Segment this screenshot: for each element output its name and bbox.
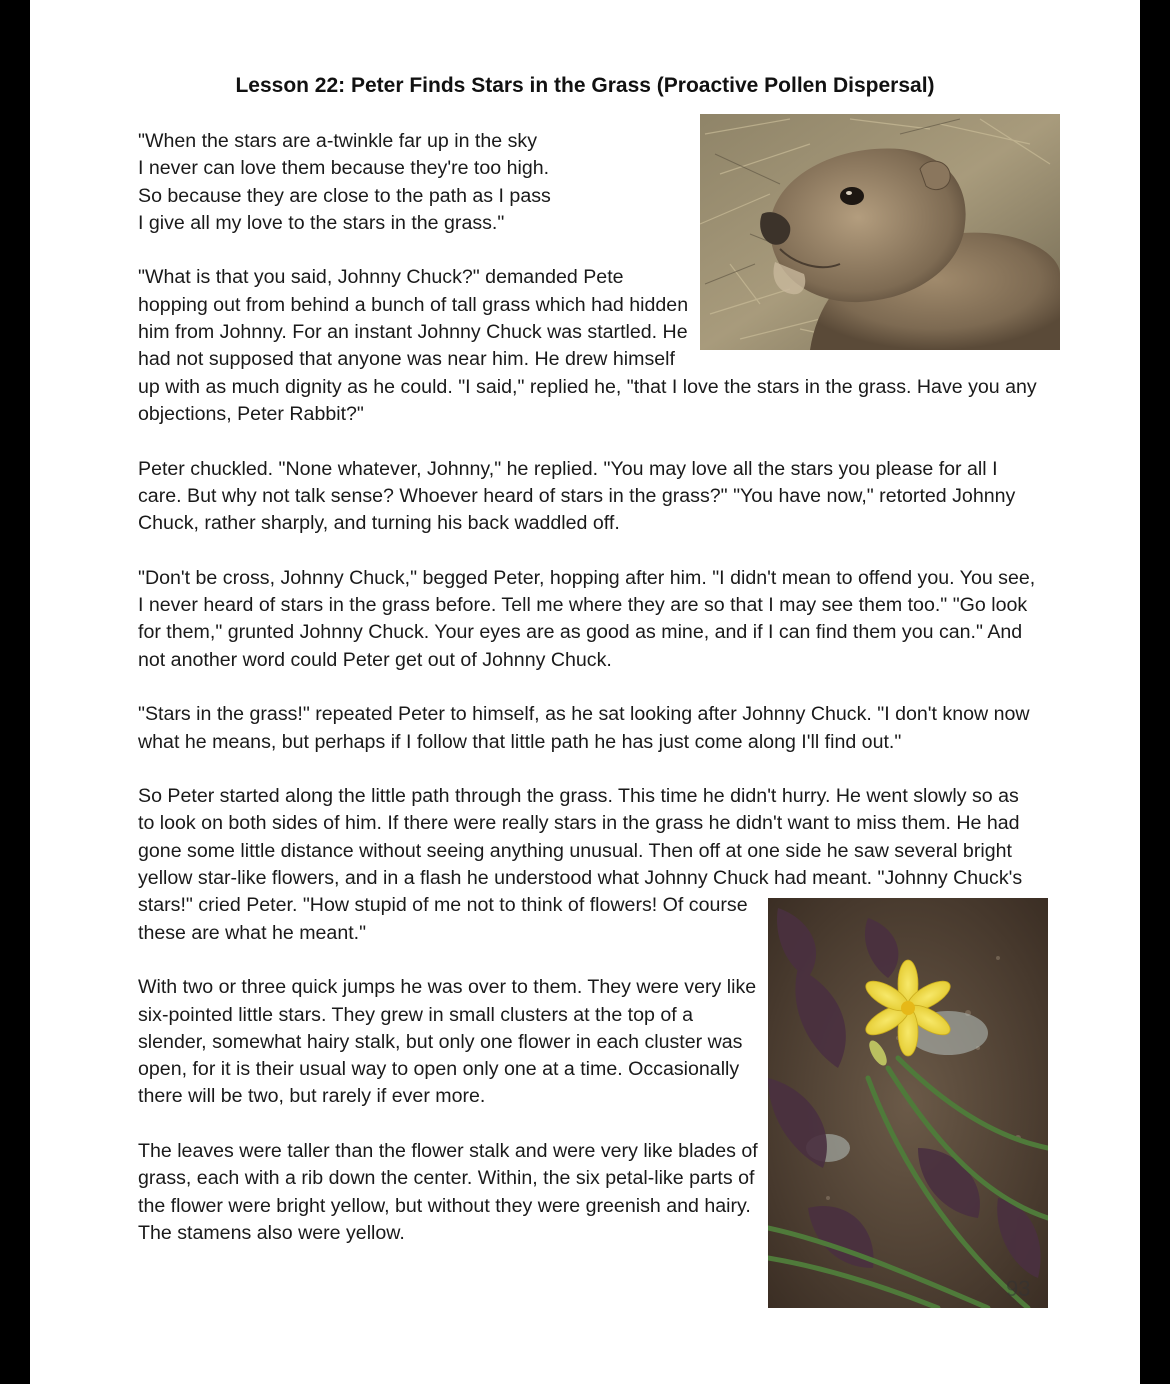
paragraph-4: "Stars in the grass!" repeated Peter to himself, as he sat looking after Johnny Chuck. "I don't know now what he means, but perhaps if I follow that little path he has just come along I'll find out.": [138, 703, 1030, 753]
paragraph-1: "What is that you said, Johnny Chuck?" demanded Pete hopping out from behind a bunch of tall grass which had hidden him from Johnny. For an instant Johnny Chuck was startled. He had not supposed that anyone was near him. He drew himself up with as much dignity as he could. "I said," replied he, "that I love the stars in the grass. Have you any objections, Peter Rabbit?": [138, 266, 1037, 425]
paragraph-5-text: So Peter started along the little path through the grass. This time he didn't hurry. He went slowly so as to look on both sides of him. If there were really stars in the grass he didn't want to miss them. He had gone some little distance without seeing anything unusual. Then off at one side he saw several bright yellow star-like flowers, and in a flash he understood what Johnny Chuck had meant. "Johnny Chuck's stars!" cried Peter. "How stupid of me not to think of flowers! Of course these are what he meant.": [138, 785, 1023, 944]
paragraph-3: "Don't be cross, Johnny Chuck," begged Peter, hopping after him. "I didn't mean to offend you. You see, I never heard of stars in the grass before. Tell me where they are so that I may see them too." "Go look for them," grunted Johnny Chuck. Your eyes are as good as mine, and if I can find them you can." And not another word could Peter get out of Johnny Chuck.: [138, 566, 1036, 671]
poem: "When the stars are a-twinkle far up in the sky I never can love them because they're too high. So because they are close to the path as I pass I give all my love to the stars in the grass.": [138, 130, 551, 234]
document-page: [30, 0, 1140, 1384]
paragraph-7: The leaves were taller than the flower stalk and were very like blades of grass, each with a rib down the center. Within, the six petal-like parts of the flower were bright yellow, but without they were greenish and hairy. The stamens also were yellow.: [138, 1139, 758, 1244]
yellow-star-flower-photo: [768, 898, 1048, 1308]
lesson-title: Lesson 22: Peter Finds Stars in the Grass (Proactive Pollen Dispersal): [235, 74, 935, 97]
groundhog-photo: [700, 114, 1060, 350]
page-number: 93: [1006, 1276, 1031, 1301]
paragraph-6: With two or three quick jumps he was over to them. They were very like six-pointed little stars. They grew in small clusters at the top of a slender, somewhat hairy stalk, but only one flower in each cluster was open, for it is their usual way to open only one at a time. Occasionally there will be two, but rarely if ever more.: [138, 976, 757, 1108]
paragraph-2: Peter chuckled. "None whatever, Johnny," he replied. "You may love all the stars you please for all I care. But why not talk sense? Whoever heard of stars in the grass?" "You have now," retorted Johnny Chuck, rather sharply, and turning his back waddled off.: [138, 457, 1016, 535]
